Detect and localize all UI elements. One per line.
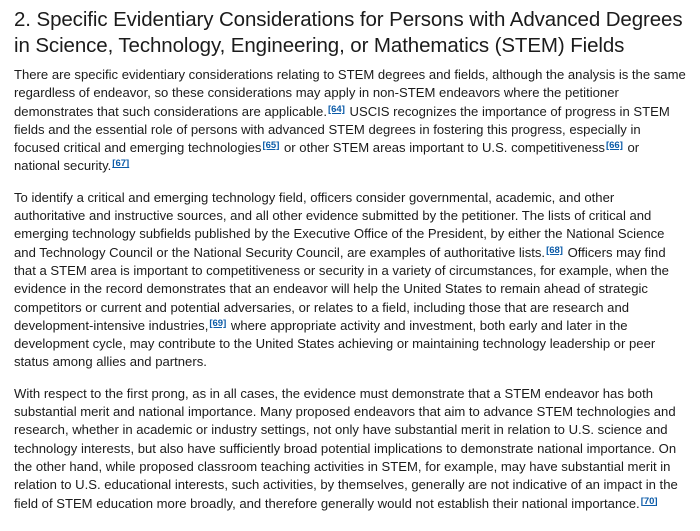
footnote-link-70[interactable]: [70] <box>640 495 658 507</box>
text-segment: With respect to the first prong, as in all cases, the evidence must demonstrate that a STEM endeavor has both substantial merit and national importance. Many proposed endeavors that aim to advance STEM technologies and research, whether in academic or industry settings, not only have substantial merit in relation to U.S. science and technology interests, but also have sufficiently broad potential implications to demonstrate national importance. On the other hand, while proposed classroom teaching activities in STEM, for example, may have substantial merit in relation to U.S. educational interests, such activities, by themselves, generally are not indicative of an impact in the field of STEM education more broadly, and therefore generally would not establish their national importance. <box>14 385 678 511</box>
footnote-link-65[interactable]: [65] <box>262 140 280 152</box>
text-segment: To identify a critical and emerging technology field, officers consider governmental, academic, and other authoritative and instructive sources, and all other evidence submitted by the petitioner. The lists of critical and emerging technology subfields published by the Executive Office of the President, by either the National Science and Technology Council or the National Security Council, are examples of authoritative lists. <box>14 189 665 260</box>
footnote-link-64[interactable]: [64] <box>327 103 345 115</box>
footnote-link-67[interactable]: [67] <box>112 158 130 170</box>
footnote-link-69[interactable]: [69] <box>209 317 227 329</box>
paragraph-2 <box>14 189 686 372</box>
text-segment: There are specific evidentiary considerations relating to STEM degrees and fields, although the analysis is the same regardless of endeavor, so these considerations may apply in non-STEM endeavors where the petitioner demonstrates that such considerations are applicable. <box>14 67 686 119</box>
footnote-link-66[interactable]: [66] <box>605 140 623 152</box>
text-segment: USCIS recognizes the importance of progress in STEM fields and the essential role of persons with advanced STEM degrees in fostering this progress, especially in focused critical and emerging technologies <box>14 103 670 156</box>
text-segment: where appropriate activity and investment, both early and later in the development cycle, may contribute to the United States achieving or maintaining technology leadership or peer status among allies and partners. <box>14 317 656 370</box>
paragraph-3 <box>14 385 686 513</box>
section-heading: 2. Specific Evidentiary Considerations for Persons with Advanced Degrees in Science, Technology, Engineering, or Mathematics (STEM) Fields <box>14 8 683 57</box>
text-segment: or national security. <box>14 140 640 174</box>
paragraph-1 <box>14 66 686 176</box>
footnote-link-68[interactable]: [68] <box>546 244 563 256</box>
text-segment: Officers may find that a STEM area is important to competitiveness or security in a variety of circumstances, for example, when the evidence in the record demonstrates that an endeavor will help the United States to remain ahead of strategic competitors or current and potential adversaries, or relates to a field, including those that are research and development-intensive industries, <box>14 244 669 333</box>
text-segment: or other STEM areas important to U.S. competitiveness <box>280 140 605 156</box>
